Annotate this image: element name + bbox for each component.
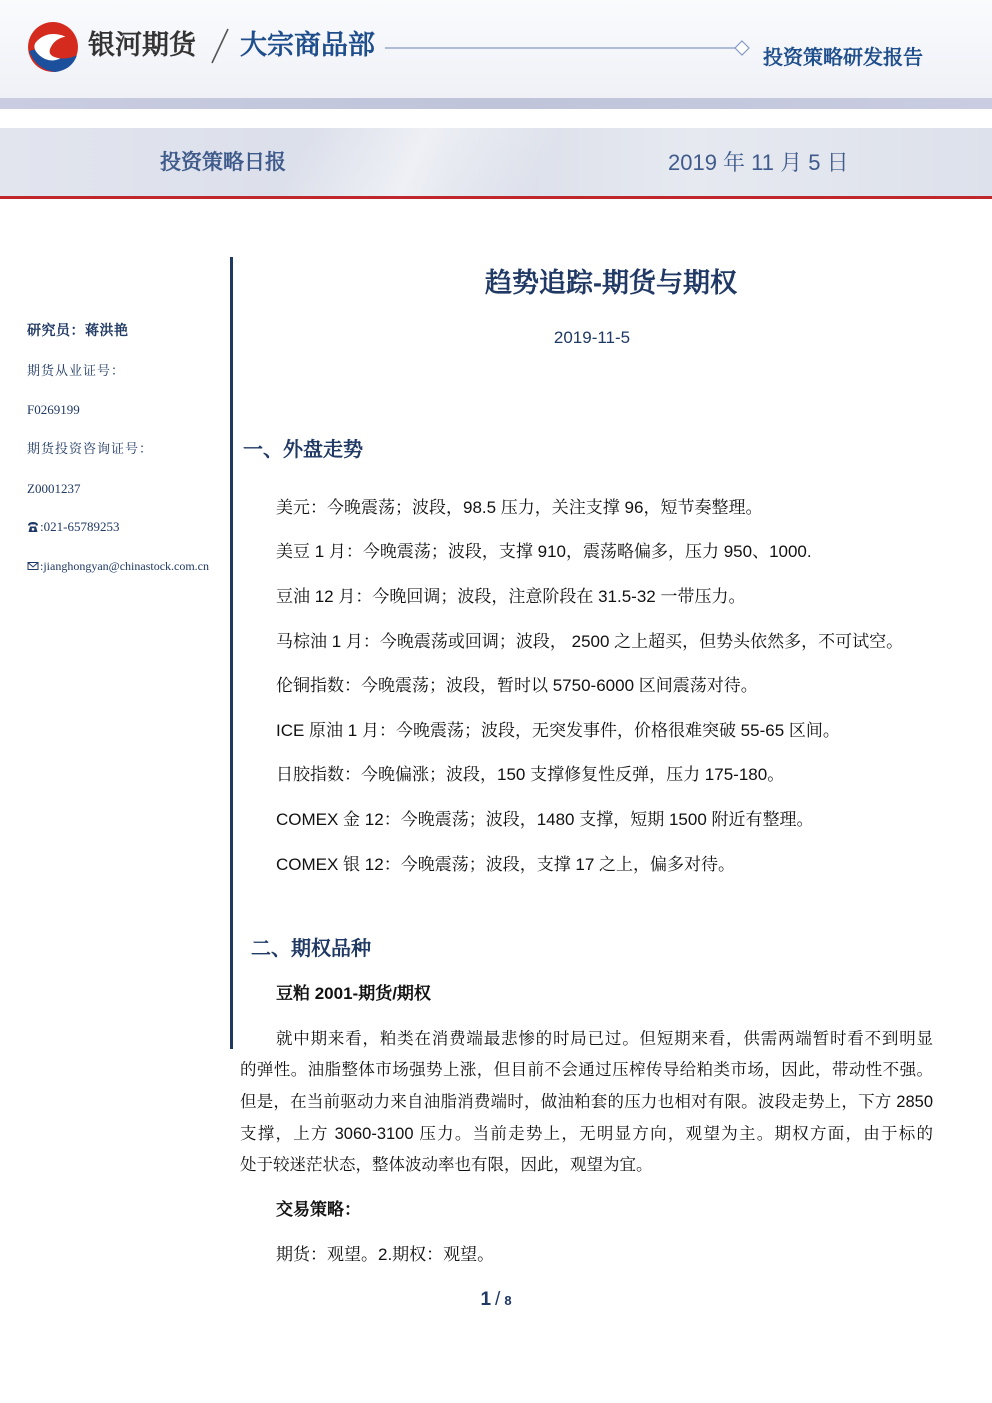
phone-row [27,517,119,537]
section-heading: 二、期权品种 [251,938,371,960]
section-heading: 一、外盘走势 [243,439,363,461]
company-logo [27,21,79,73]
paragraph-line: 就中期来看，粕类在消费端最悲惨的时局已过。但短期来看，供需两端暂时看不到明显 [276,1030,933,1048]
phone-number: :021-65789253 [40,519,120,534]
consulting-license-number: Z0001237 [27,481,81,496]
consulting-license-label: 期货投资咨询证号： [27,441,154,456]
department-name: 大宗商品部 [240,30,375,60]
report-banner [0,128,992,196]
market-item: 美豆 1 月：今晚震荡；波段，支撑 910，震荡略偏多，压力 950、1000. [276,542,812,561]
futures-license-number: F0269199 [27,402,80,417]
banner-title: 投资策略日报 [160,151,286,174]
diamond-icon [735,41,749,55]
header-rule [380,38,755,58]
futures-license-label: 期货从业证号： [27,363,126,378]
page-current: 1 [480,1289,492,1310]
market-item: COMEX 金 12：今晚震荡；波段，1480 支撑，短期 1500 附近有整理。 [276,810,814,829]
sidebar-divider [230,257,233,1049]
market-item: 美元：今晚震荡；波段，98.5 压力，关注支撑 96，短节奏整理。 [276,498,763,517]
header-stripe [0,98,992,109]
paragraph-line: 处于较迷茫状态，整体波动率也有限，因此，观望为宜。 [240,1156,653,1174]
market-item: COMEX 银 12：今晚震荡；波段，支撑 17 之上，偏多对待。 [276,855,736,874]
banner-red-rule [0,196,992,199]
researcher-label: 研究员： [27,324,85,339]
page-separator: / [495,1289,501,1310]
company-name: 银河期货 [88,30,196,60]
banner-date: 2019 年 11 月 5 日 [668,150,849,175]
strategy-text: 期货：观望。2.期权：观望。 [276,1245,495,1264]
researcher-name: 蒋洪艳 [85,324,129,339]
strategy-label: 交易策略： [276,1200,361,1219]
report-type: 投资策略研发报告 [763,47,923,69]
email-row [27,556,209,576]
page-total: 8 [504,1293,512,1308]
market-item: ICE 原油 1 月：今晚震荡；波段，无突发事件，价格很难突破 55-65 区间。 [276,721,840,740]
phone-icon [27,521,39,533]
report-header [0,0,992,98]
report-title: 趋势追踪-期货与期权 [485,268,737,298]
paragraph-line: 支撑，上方 3060-3100 压力。当前走势上，无明显方向，观望为主。期权方面，由于标的 [240,1125,933,1143]
paragraph-line: 但是，在当前驱动力来自油脂消费端时，做油粕套的压力也相对有限。波段走势上，下方 2850 [240,1093,933,1111]
market-item: 伦铜指数：今晚震荡；波段，暂时以 5750-6000 区间震荡对待。 [276,676,758,695]
page-number [440,1287,552,1314]
slash-divider [206,26,234,66]
market-item: 马棕油 1 月：今晚震荡或回调；波段， 2500 之上超买，但势头依然多，不可试空。 [276,632,904,651]
market-item: 日胶指数：今晚偏涨；波段，150 支撑修复性反弹，压力 175-180。 [276,765,785,784]
product-subheading: 豆粕 2001-期货/期权 [276,984,431,1003]
mail-icon [27,560,39,572]
report-date: 2019-11-5 [553,328,631,347]
email-address[interactable]: :jianghongyan@chinastock.com.cn [40,559,210,573]
researcher [27,322,129,342]
paragraph-line: 的弹性。油脂整体市场强势上涨，但目前不会通过压榨传导给粕类市场，因此，带动性不强。 [240,1061,933,1079]
market-item: 豆油 12 月：今晚回调；波段，注意阶段在 31.5-32 一带压力。 [276,587,746,606]
